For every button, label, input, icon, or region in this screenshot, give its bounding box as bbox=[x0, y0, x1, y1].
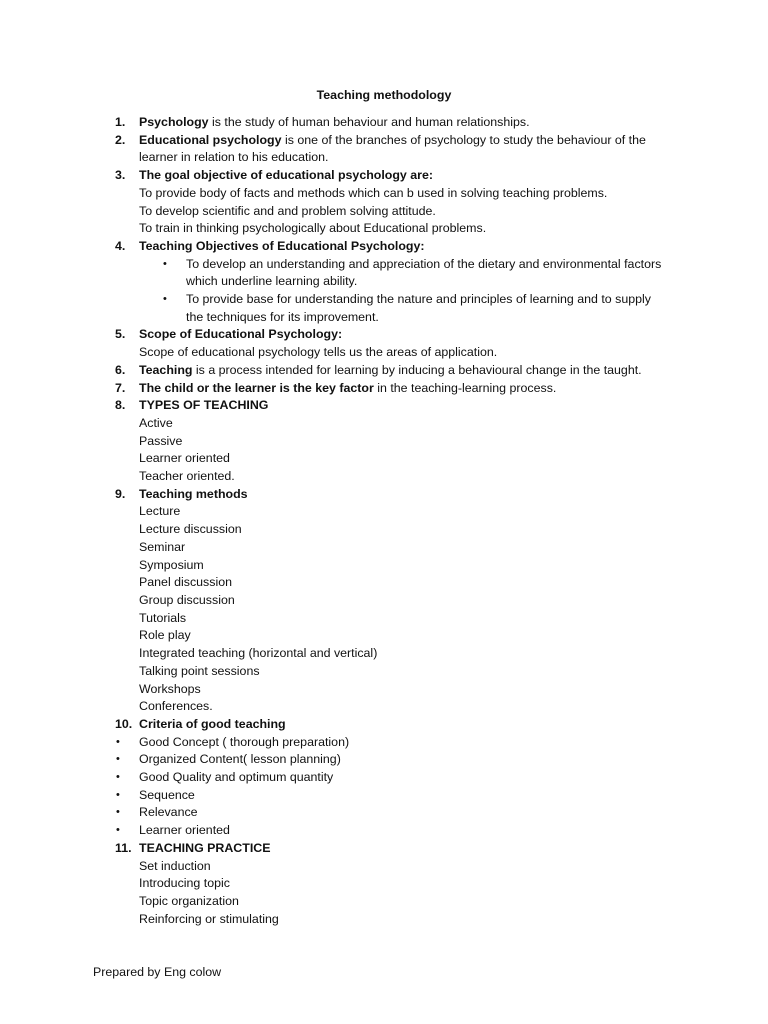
item-number: 10. bbox=[115, 716, 133, 731]
item-heading: Teaching Objectives of Educational Psychology: bbox=[139, 238, 425, 253]
sub-line: Active bbox=[139, 415, 173, 430]
list-item-11 bbox=[0, 840, 768, 858]
item-heading: The goal objective of educational psychology are: bbox=[139, 168, 433, 183]
sub-line: Topic organization bbox=[139, 893, 239, 908]
sub-line: Learner oriented bbox=[139, 451, 230, 466]
list-item-8 bbox=[0, 397, 768, 415]
sub-line: Role play bbox=[139, 628, 191, 643]
bullet-icon: • bbox=[116, 824, 120, 837]
sub-line: Integrated teaching (horizontal and vertical) bbox=[139, 646, 378, 661]
sub-line: To provide body of facts and methods which can b used in solving teaching problems. bbox=[139, 185, 608, 200]
sub-line: Tutorials bbox=[139, 610, 187, 625]
item-term: The child or the learner is the key factor bbox=[139, 380, 374, 395]
bullet-text: Sequence bbox=[139, 787, 195, 802]
item-heading: Criteria of good teaching bbox=[139, 716, 286, 731]
bullet-item bbox=[0, 822, 768, 840]
item-text: is the study of human behaviour and human relationships. bbox=[208, 115, 530, 129]
bullet-text: Learner oriented bbox=[139, 823, 230, 838]
sub-line: Seminar bbox=[139, 539, 186, 554]
sub-line: Group discussion bbox=[139, 592, 235, 607]
list-item-5 bbox=[0, 326, 768, 344]
bullet-item bbox=[0, 769, 768, 787]
bullet-icon: • bbox=[116, 806, 120, 819]
sub-line: Passive bbox=[139, 433, 183, 448]
bullet-text: To develop an understanding and appreciation of the dietary and environmental factors which underline learning ability. bbox=[186, 256, 662, 289]
item-text: in the teaching-learning process. bbox=[373, 380, 557, 395]
item-number: 5. bbox=[115, 327, 126, 342]
footer-note: Prepared by Eng colow bbox=[93, 965, 222, 979]
list-item-1 bbox=[0, 114, 768, 132]
list-item-7 bbox=[0, 380, 768, 398]
bullet-item bbox=[0, 804, 768, 822]
item-number: 1. bbox=[115, 115, 126, 129]
bullet-icon: • bbox=[163, 257, 167, 270]
sub-line: Scope of educational psychology tells us the areas of application. bbox=[139, 345, 498, 360]
sub-line: To train in thinking psychologically about Educational problems. bbox=[139, 221, 487, 236]
bullet-item bbox=[0, 734, 768, 752]
item-term: Educational psychology bbox=[139, 132, 282, 147]
bullet-item bbox=[0, 787, 768, 805]
list-item-9 bbox=[0, 486, 768, 504]
sub-line: Panel discussion bbox=[139, 575, 232, 590]
item-term: Psychology bbox=[139, 115, 209, 129]
sub-line: Reinforcing or stimulating bbox=[139, 911, 279, 926]
item-number: 8. bbox=[115, 398, 126, 413]
item-number: 3. bbox=[115, 168, 126, 183]
bullet-icon: • bbox=[116, 753, 120, 766]
item-term: Teaching bbox=[139, 362, 193, 377]
list-item-4 bbox=[0, 238, 768, 256]
bullet-text: Relevance bbox=[139, 805, 198, 820]
item-number: 4. bbox=[115, 238, 126, 253]
sub-line: Set induction bbox=[139, 858, 211, 873]
sub-line: Conferences. bbox=[139, 699, 213, 714]
bullet-text: Organized Content( lesson planning) bbox=[139, 752, 341, 767]
sub-line: Teacher oriented. bbox=[139, 469, 235, 484]
bullet-icon: • bbox=[116, 788, 120, 801]
item-number: 2. bbox=[115, 132, 126, 147]
bullet-item bbox=[0, 751, 768, 769]
bullet-text: Good Quality and optimum quantity bbox=[139, 770, 334, 785]
sub-line: Talking point sessions bbox=[139, 663, 260, 678]
item-number: 6. bbox=[115, 362, 126, 377]
item-number: 11. bbox=[115, 840, 132, 855]
list-item-6 bbox=[0, 362, 768, 380]
sub-line: Symposium bbox=[139, 557, 204, 572]
sub-line: Introducing topic bbox=[139, 876, 230, 891]
bullet-icon: • bbox=[163, 293, 167, 306]
item-text: is one of the branches of psychology to study the behaviour of the learner in relation to his education. bbox=[139, 132, 646, 165]
item-text: is a process intended for learning by inducing a behavioural change in the taught. bbox=[192, 362, 642, 377]
list-item-3 bbox=[0, 167, 768, 185]
list-item-2 bbox=[0, 132, 768, 167]
item-number: 9. bbox=[115, 486, 126, 501]
sub-line: To develop scientific and and problem solving attitude. bbox=[139, 203, 436, 218]
sub-line: Lecture bbox=[139, 504, 181, 519]
item-number: 7. bbox=[115, 380, 126, 395]
list-item-10 bbox=[0, 716, 768, 734]
bullet-icon: • bbox=[116, 771, 120, 784]
bullet-icon: • bbox=[116, 735, 120, 748]
bullet-text: Good Concept ( thorough preparation) bbox=[139, 734, 350, 749]
item-heading: TEACHING PRACTICE bbox=[139, 840, 271, 855]
document-title: Teaching methodology bbox=[316, 88, 452, 102]
document-body bbox=[0, 114, 768, 928]
item-heading: TYPES OF TEACHING bbox=[139, 398, 269, 413]
item-heading: Scope of Educational Psychology: bbox=[139, 327, 343, 342]
bullet-item bbox=[0, 291, 768, 326]
bullet-text: To provide base for understanding the nature and principles of learning and to supply the techniques for its improvement. bbox=[186, 292, 651, 324]
item-heading: Teaching methods bbox=[139, 486, 248, 501]
sub-line: Workshops bbox=[139, 681, 201, 696]
bullet-item bbox=[0, 256, 768, 291]
sub-line: Lecture discussion bbox=[139, 522, 242, 537]
